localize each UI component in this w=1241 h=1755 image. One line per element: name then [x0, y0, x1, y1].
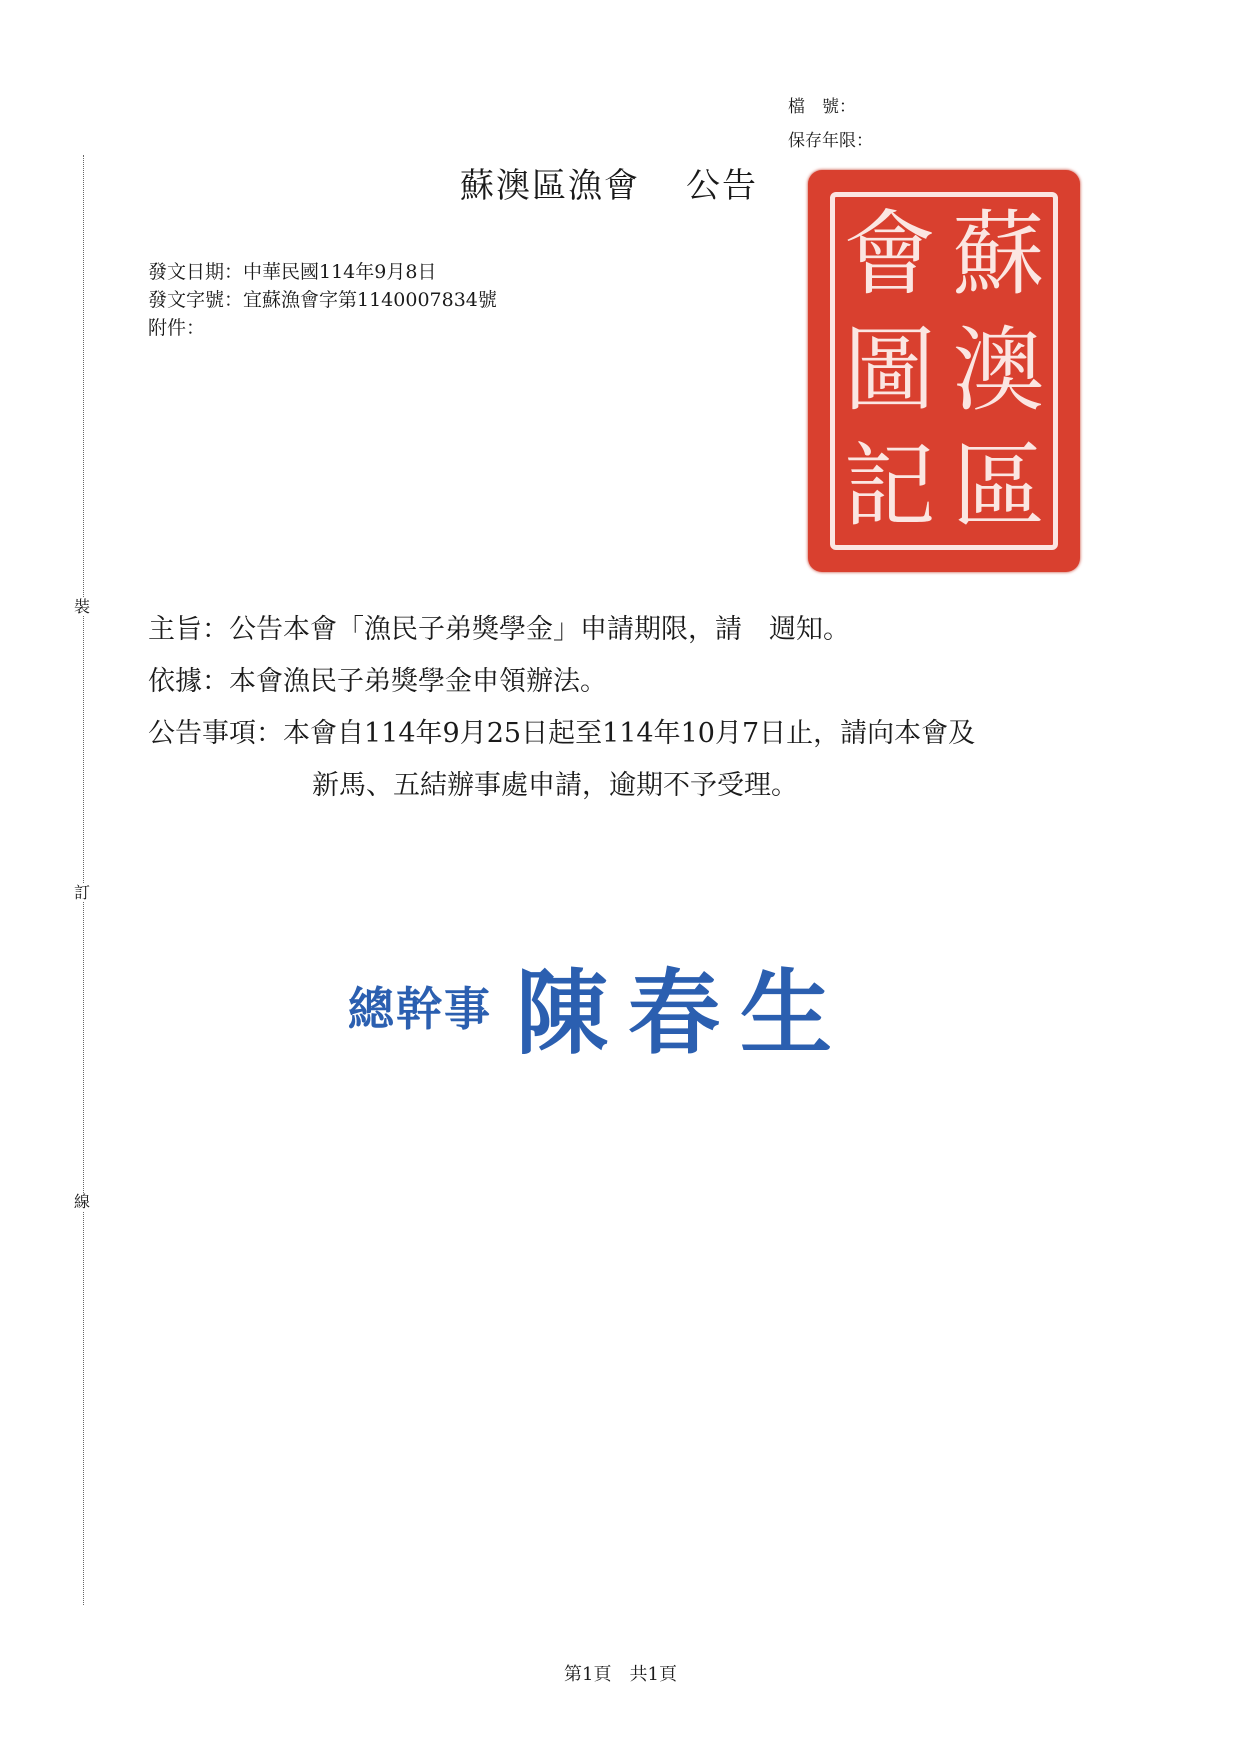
seal-border: [830, 192, 1058, 550]
title-org: 蘇澳區漁會: [460, 166, 640, 206]
page-footer: [0, 1660, 1241, 1686]
seal-char-2: 圖: [843, 317, 936, 424]
file-number-label: 檔 號：: [788, 97, 856, 117]
notice-body: [148, 604, 975, 812]
notice-subject: 主旨：公告本會「漁民子弟獎學金」申請期限，請 週知。: [148, 614, 850, 645]
notice-items-line-1: 公告事項：本會自114年9月25日起至114年10月7日止，請向本會及: [148, 718, 976, 749]
title-doc-type: 公告: [686, 166, 758, 206]
issue-date: 發文日期：中華民國114年9月8日: [148, 261, 437, 283]
seal-char-1: 會: [843, 201, 936, 308]
signature-stamp: [348, 940, 852, 1072]
signature-name: 陳春生: [516, 959, 853, 1067]
file-meta: [788, 90, 873, 158]
document-title: [460, 158, 758, 207]
issue-reference-number: 發文字號：宜蘇漁會字第1140007834號: [148, 289, 497, 311]
retention-period-label: 保存年限：: [788, 131, 873, 151]
seal-char-6: 區: [952, 433, 1045, 540]
seal-char-4: 蘇: [952, 201, 1045, 308]
notice-basis: 依據：本會漁民子弟獎學金申領辦法。: [148, 666, 607, 697]
notice-items-line-2: 新馬、五結辦事處申請，逾期不予受理。: [312, 770, 798, 801]
binding-line: [83, 155, 84, 1605]
binding-mark-zhuang: 裝: [74, 597, 91, 616]
binding-mark-ding: 訂: [74, 883, 91, 902]
official-seal: [808, 170, 1080, 572]
page-total: 共1頁: [629, 1664, 677, 1685]
signature-title: 總幹事: [348, 982, 492, 1036]
issue-meta: [148, 258, 497, 342]
page-number: 第1頁: [564, 1664, 612, 1685]
attachment-label: 附件：: [148, 317, 206, 339]
seal-char-5: 澳: [952, 317, 1045, 424]
binding-mark-xian: 線: [74, 1192, 91, 1211]
seal-char-3: 記: [843, 433, 936, 540]
